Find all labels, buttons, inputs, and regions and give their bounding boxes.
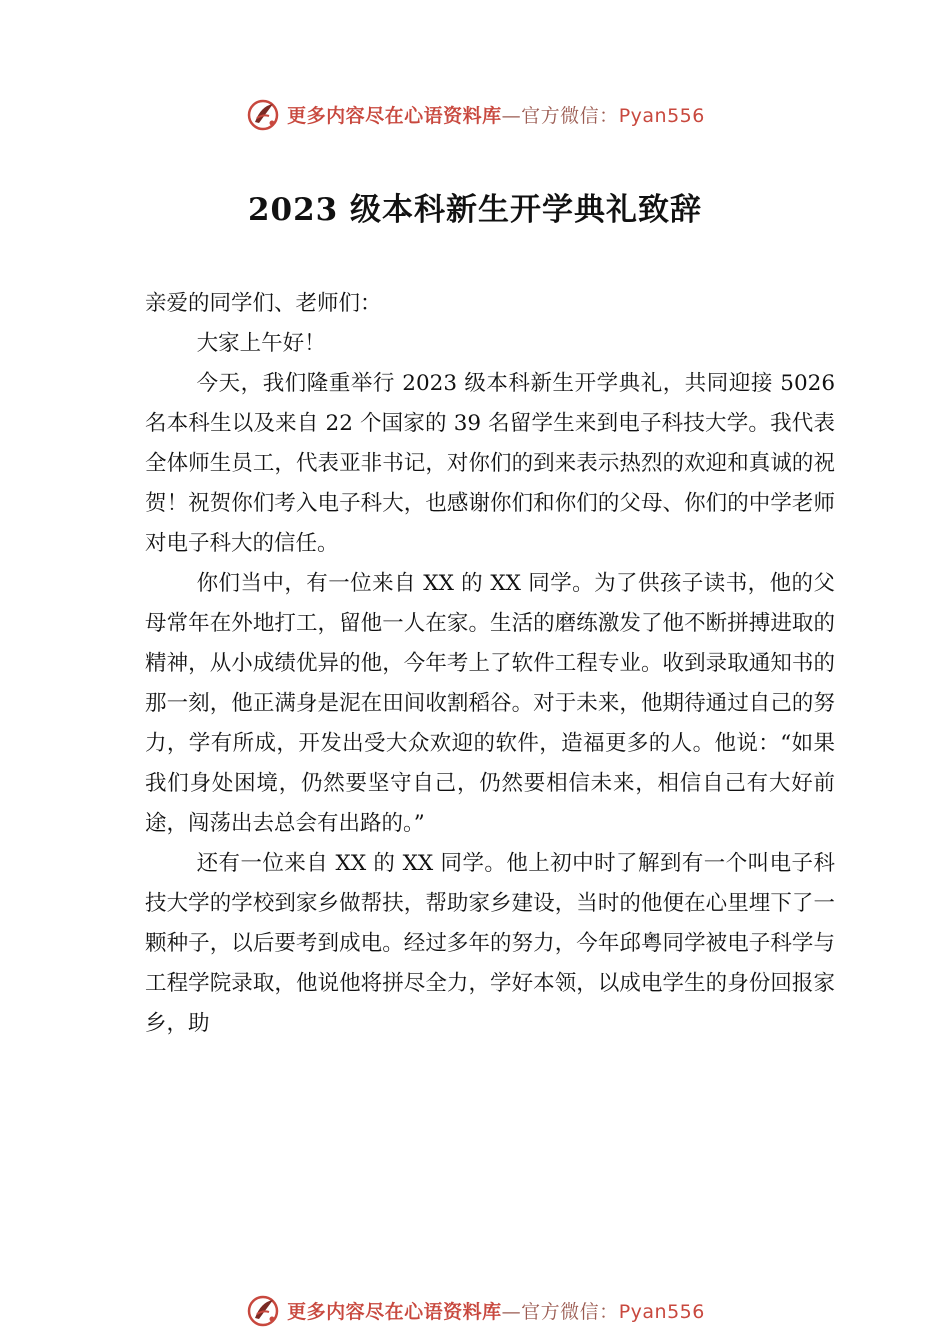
watermark-library-name: 更多内容尽在心语资料库 — [287, 104, 502, 127]
calligraphy-brush-seal-icon — [245, 1292, 281, 1328]
watermark-library-name: 更多内容尽在心语资料库 — [287, 1300, 502, 1323]
watermark-text — [287, 1297, 705, 1324]
watermark-text — [287, 101, 705, 128]
watermark-wechat-id: Pyan556 — [618, 104, 705, 127]
watermark-wechat-label: —官方微信： — [501, 104, 619, 127]
document-body — [145, 284, 835, 1044]
document-title: 2023 级本科新生开学典礼致辞 — [247, 192, 703, 228]
body-paragraph: 今天，我们隆重举行 2023 级本科新生开学典礼，共同迎接 5026 名本科生以及来自 22 个国家的 39 名留学生来到电子科技大学。我代表全体师生员工，代表亚非书记，对你们的到来表示热烈的欢迎和真诚的祝贺！祝贺你们考入电子科大，也感谢你们和你们的父母、你们的中学老师对电子科大的信任。 — [145, 371, 835, 556]
calligraphy-brush-seal-icon — [245, 96, 281, 132]
salutation: 亲爱的同学们、老师们： — [145, 291, 382, 316]
body-paragraph: 你们当中，有一位来自 XX 的 XX 同学。为了供孩子读书，他的父母常年在外地打工，留他一人在家。生活的磨练激发了他不断拼搏进取的精神，从小成绩优异的他，今年考上了软件工程专业。收到录取通知书的那一刻，他正满身是泥在田间收割稻谷。对于未来，他期待通过自己的努力，学有所成，开发出受大众欢迎的软件，造福更多的人。他说：“如果我们身处困境，仍然要坚守自己，仍然要相信未来，相信自己有大好前途，闯荡出去总会有出路的。” — [145, 571, 835, 836]
footer-watermark-banner — [0, 1290, 950, 1330]
header-watermark-banner — [0, 94, 950, 134]
watermark-wechat-id: Pyan556 — [618, 1300, 705, 1323]
watermark-wechat-label: —官方微信： — [501, 1300, 619, 1323]
body-paragraph: 还有一位来自 XX 的 XX 同学。他上初中时了解到有一个叫电子科技大学的学校到家乡做帮扶，帮助家乡建设，当时的他便在心里埋下了一颗种子，以后要考到成电。经过多年的努力，今年邱粤同学被电子科学与工程学院录取，他说他将拼尽全力，学好本领，以成电学生的身份回报家乡，助 — [145, 851, 835, 1036]
greeting: 大家上午好！ — [196, 331, 326, 356]
